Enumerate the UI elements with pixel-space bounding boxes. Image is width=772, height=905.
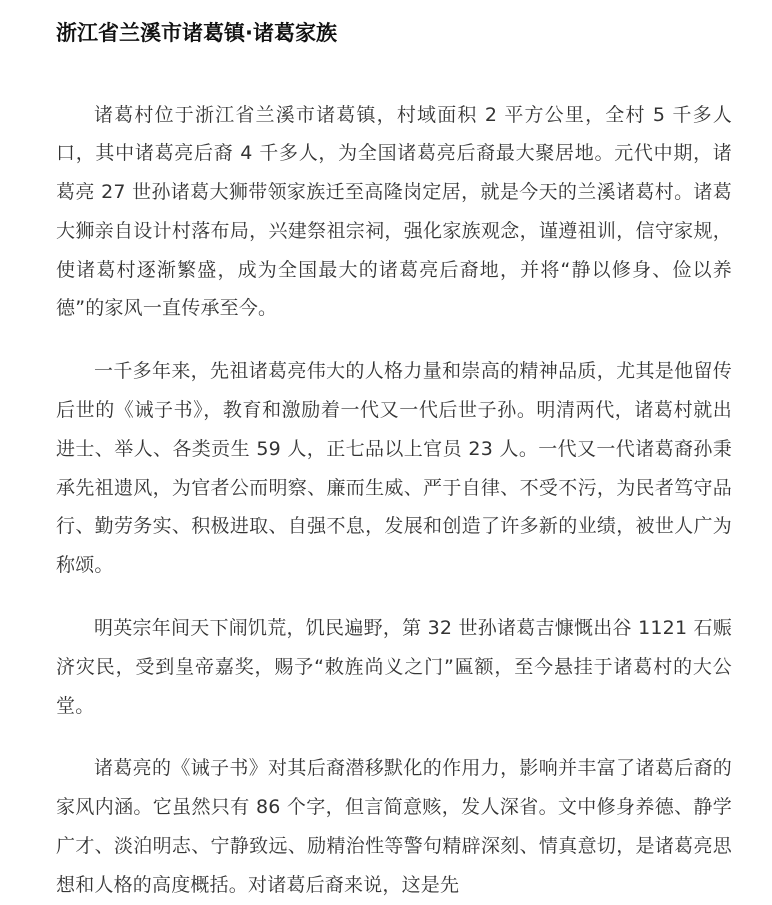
article-title: 浙江省兰溪市诸葛镇·诸葛家族 — [56, 21, 337, 45]
article-paragraph: 一千多年来，先祖诸葛亮伟大的人格力量和崇高的精神品质，尤其是他留传后世的《诫子书》，教育和激励着一代又一代后世子孙。明清两代，诸葛村就出进士、举人、各类贡生 59 人，正七品以上官员 23 人。一代又一代诸葛裔孙秉承先祖遗风，为官者公而明察、廉而生威、严于自律、不受不污，为民者笃守品行、勤劳务实、积极进取、自强不息，发展和创造了许多新的业绩，被世人广为称颂。 — [56, 360, 732, 577]
article-paragraph: 明英宗年间天下闹饥荒，饥民遍野，第 32 世孙诸葛吉慷慨出谷 1121 石赈济灾民，受到皇帝嘉奖，赐予“敕旌尚义之门”匾额，至今悬挂于诸葛村的大公堂。 — [56, 617, 732, 717]
article-paragraph: 诸葛亮的《诫子书》对其后裔潜移默化的作用力，影响并丰富了诸葛后裔的家风内涵。它虽然只有 86 个字，但言简意赅，发人深省。文中修身养德、静学广才、淡泊明志、宁静致远、励精治性等警句精辟深刻、情真意切，是诸葛亮思想和人格的高度概括。对诸葛后裔来说，这是先 — [56, 757, 732, 896]
article-paragraph: 诸葛村位于浙江省兰溪市诸葛镇，村域面积 2 平方公里，全村 5 千多人口，其中诸葛亮后裔 4 千多人，为全国诸葛亮后裔最大聚居地。元代中期，诸葛亮 27 世孙诸葛大狮带领家族迁至高隆岗定居，就是今天的兰溪诸葛村。诸葛大狮亲自设计村落布局，兴建祭祖宗祠，强化家族观念，谨遵祖训，信守家规，使诸葛村逐渐繁盛，成为全国最大的诸葛亮后裔地，并将“静以修身、俭以养德”的家风一直传承至今。 — [56, 103, 732, 320]
